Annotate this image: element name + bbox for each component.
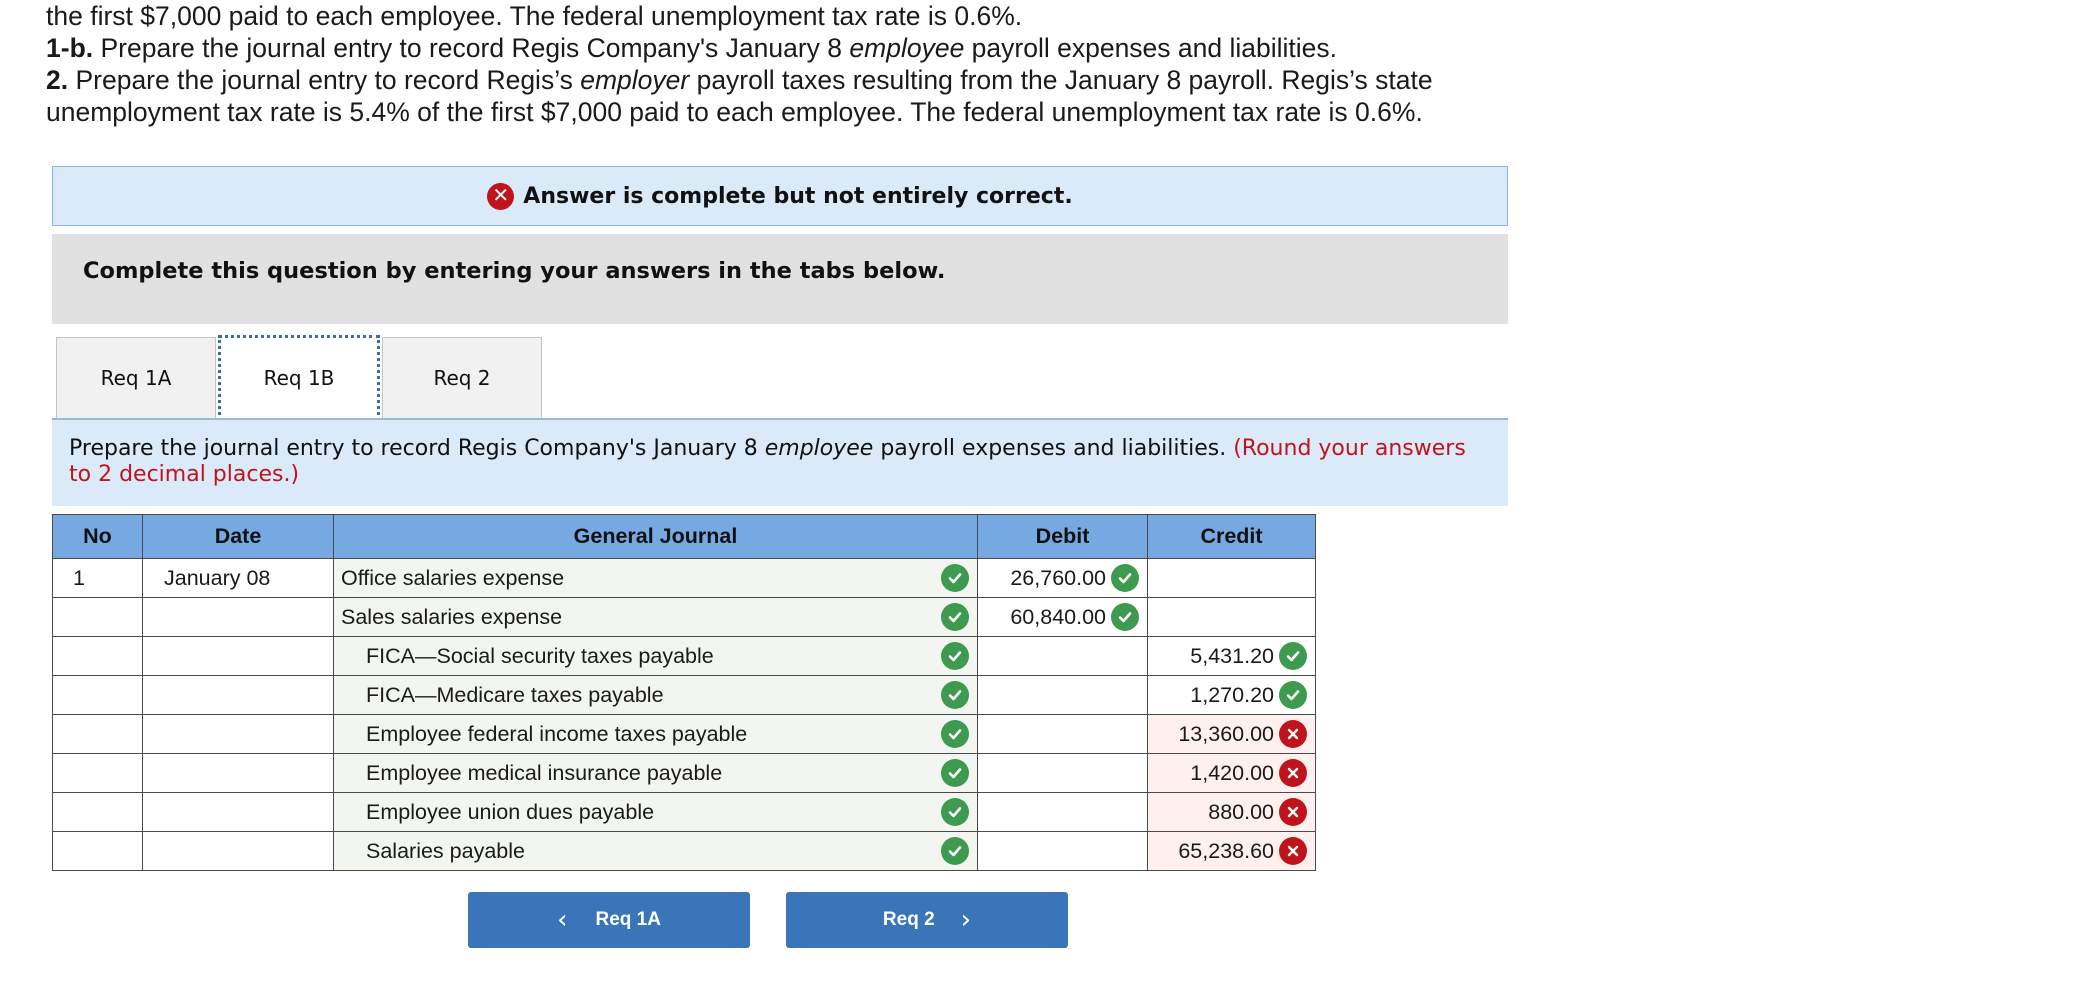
header-general-journal: General Journal xyxy=(334,515,978,559)
credit-amount: 880.00 xyxy=(1208,799,1274,824)
cell-date[interactable] xyxy=(143,715,334,754)
header-debit: Debit xyxy=(978,515,1148,559)
check-circle-icon xyxy=(941,603,969,631)
cell-credit[interactable] xyxy=(1148,559,1316,598)
general-journal-table xyxy=(52,514,1316,871)
credit-amount: 1,420.00 xyxy=(1190,760,1274,785)
requirement-tabs xyxy=(56,337,1508,421)
table-row xyxy=(53,676,1316,715)
cell-account[interactable] xyxy=(334,715,978,754)
intro-line-3-b: payroll taxes resulting from the January 8 payroll. Regis’s state xyxy=(689,65,1433,95)
table-row xyxy=(53,793,1316,832)
credit-amount: 5,431.20 xyxy=(1190,643,1274,668)
cell-debit[interactable] xyxy=(978,715,1148,754)
cell-date[interactable] xyxy=(143,676,334,715)
prompt-text-a: Prepare the journal entry to record Regis Company's January 8 xyxy=(69,436,765,461)
chevron-left-icon: ‹ xyxy=(557,905,568,935)
check-circle-icon xyxy=(941,837,969,865)
tab-req-1b-label: Req 1B xyxy=(263,366,335,390)
cell-no xyxy=(53,715,143,754)
table-row xyxy=(53,559,1316,598)
rounding-hint: (Round your answers to 2 decimal places.) xyxy=(69,436,1466,487)
cell-credit[interactable] xyxy=(1148,676,1316,715)
check-circle-icon xyxy=(941,720,969,748)
check-circle-icon xyxy=(941,759,969,787)
account-name: FICA—Social security taxes payable xyxy=(366,643,714,668)
cell-no xyxy=(53,598,143,637)
check-circle-icon xyxy=(1111,603,1139,631)
debit-amount: 26,760.00 xyxy=(1010,565,1106,590)
cell-no xyxy=(53,793,143,832)
cell-date[interactable] xyxy=(143,832,334,871)
cell-account[interactable] xyxy=(334,793,978,832)
table-row xyxy=(53,832,1316,871)
check-circle-icon xyxy=(941,798,969,826)
table-row xyxy=(53,754,1316,793)
credit-amount: 13,360.00 xyxy=(1178,721,1274,746)
tab-req-2[interactable] xyxy=(382,337,542,419)
intro-line-3 xyxy=(46,64,1546,96)
x-circle-icon xyxy=(1279,720,1307,748)
answer-status-text: Answer is complete but not entirely correct. xyxy=(523,183,1073,209)
cell-debit[interactable] xyxy=(978,793,1148,832)
intro-line-2-a: Prepare the journal entry to record Regis Company's January 8 xyxy=(93,33,850,63)
account-name: Salaries payable xyxy=(366,838,525,863)
intro-line-2-b: payroll expenses and liabilities. xyxy=(964,33,1337,63)
cell-debit[interactable] xyxy=(978,832,1148,871)
intro-line-3-em: employer xyxy=(580,65,690,95)
cell-account[interactable] xyxy=(334,598,978,637)
intro-line-3-a: Prepare the journal entry to record Regis’s xyxy=(68,65,581,95)
instructions-panel xyxy=(52,234,1508,324)
credit-amount: 65,238.60 xyxy=(1178,838,1274,863)
answer-status-banner xyxy=(52,166,1508,226)
cell-account[interactable] xyxy=(334,676,978,715)
question-prompt xyxy=(52,420,1508,506)
cell-debit[interactable] xyxy=(978,598,1148,637)
check-circle-icon xyxy=(941,564,969,592)
check-circle-icon xyxy=(1111,564,1139,592)
intro-line-4: unemployment tax rate is 5.4% of the first $7,000 paid to each employee. The federal unemployment tax rate is 0.6%. xyxy=(46,97,1423,127)
prompt-text-em: employee xyxy=(764,436,874,461)
cell-no xyxy=(53,676,143,715)
problem-text xyxy=(46,0,1546,128)
next-req-2-button[interactable] xyxy=(786,892,1068,948)
credit-amount: 1,270.20 xyxy=(1190,682,1274,707)
cell-debit[interactable] xyxy=(978,676,1148,715)
entry-number: 1 xyxy=(73,565,85,590)
entry-date: January 08 xyxy=(164,565,271,590)
cell-debit[interactable] xyxy=(978,559,1148,598)
check-circle-icon xyxy=(941,642,969,670)
table-header-row xyxy=(53,515,1316,559)
intro-line-2 xyxy=(46,32,1546,64)
tab-req-1b[interactable] xyxy=(218,335,380,421)
cell-date[interactable] xyxy=(143,754,334,793)
cell-date[interactable] xyxy=(143,559,334,598)
prompt-text-b: payroll expenses and liabilities. xyxy=(873,436,1234,461)
cell-debit[interactable] xyxy=(978,754,1148,793)
req-2-marker: 2. xyxy=(46,65,69,95)
intro-line-2-em: employee xyxy=(849,33,965,63)
cell-account[interactable] xyxy=(334,559,978,598)
cell-no xyxy=(53,559,143,598)
x-circle-icon xyxy=(1279,798,1307,826)
cell-debit[interactable] xyxy=(978,637,1148,676)
prev-button-label: Req 1A xyxy=(595,909,661,930)
check-circle-icon xyxy=(941,681,969,709)
table-row xyxy=(53,715,1316,754)
chevron-right-icon: › xyxy=(960,905,972,935)
cell-date[interactable] xyxy=(143,598,334,637)
cell-date[interactable] xyxy=(143,637,334,676)
cell-account[interactable] xyxy=(334,832,978,871)
tab-req-1a[interactable] xyxy=(56,337,216,419)
cell-credit[interactable] xyxy=(1148,715,1316,754)
req-1b-marker: 1-b. xyxy=(46,33,94,63)
cell-credit[interactable] xyxy=(1148,754,1316,793)
intro-line-1: the first $7,000 paid to each employee. The federal unemployment tax rate is 0.6%. xyxy=(46,1,1023,31)
next-button-label: Req 2 xyxy=(882,909,935,930)
tab-req-2-label: Req 2 xyxy=(433,366,491,390)
prev-req-1a-button[interactable] xyxy=(468,892,750,948)
cell-credit[interactable] xyxy=(1148,637,1316,676)
journal-rows xyxy=(53,559,1316,871)
cell-date[interactable] xyxy=(143,793,334,832)
check-circle-icon xyxy=(1279,642,1307,670)
cell-account[interactable] xyxy=(334,754,978,793)
x-circle-icon: ✕ xyxy=(487,183,514,210)
cell-no xyxy=(53,637,143,676)
check-circle-icon xyxy=(1279,681,1307,709)
debit-amount: 60,840.00 xyxy=(1010,604,1106,629)
x-circle-icon xyxy=(1279,837,1307,865)
account-name: Office salaries expense xyxy=(341,565,565,590)
header-credit: Credit xyxy=(1148,515,1316,559)
account-name: Sales salaries expense xyxy=(341,604,563,629)
cell-no xyxy=(53,832,143,871)
header-no: No xyxy=(53,515,143,559)
cell-credit[interactable] xyxy=(1148,832,1316,871)
cell-credit[interactable] xyxy=(1148,598,1316,637)
x-circle-icon xyxy=(1279,759,1307,787)
cell-credit[interactable] xyxy=(1148,793,1316,832)
cell-no xyxy=(53,754,143,793)
cell-account[interactable] xyxy=(334,637,978,676)
tab-req-1a-label: Req 1A xyxy=(100,366,172,390)
instructions-text: Complete this question by entering your answers in the tabs below. xyxy=(83,258,946,284)
account-name: FICA—Medicare taxes payable xyxy=(366,682,664,707)
header-date: Date xyxy=(143,515,334,559)
account-name: Employee federal income taxes payable xyxy=(366,721,748,746)
table-row xyxy=(53,637,1316,676)
account-name: Employee medical insurance payable xyxy=(366,760,723,785)
account-name: Employee union dues payable xyxy=(366,799,655,824)
table-row xyxy=(53,598,1316,637)
